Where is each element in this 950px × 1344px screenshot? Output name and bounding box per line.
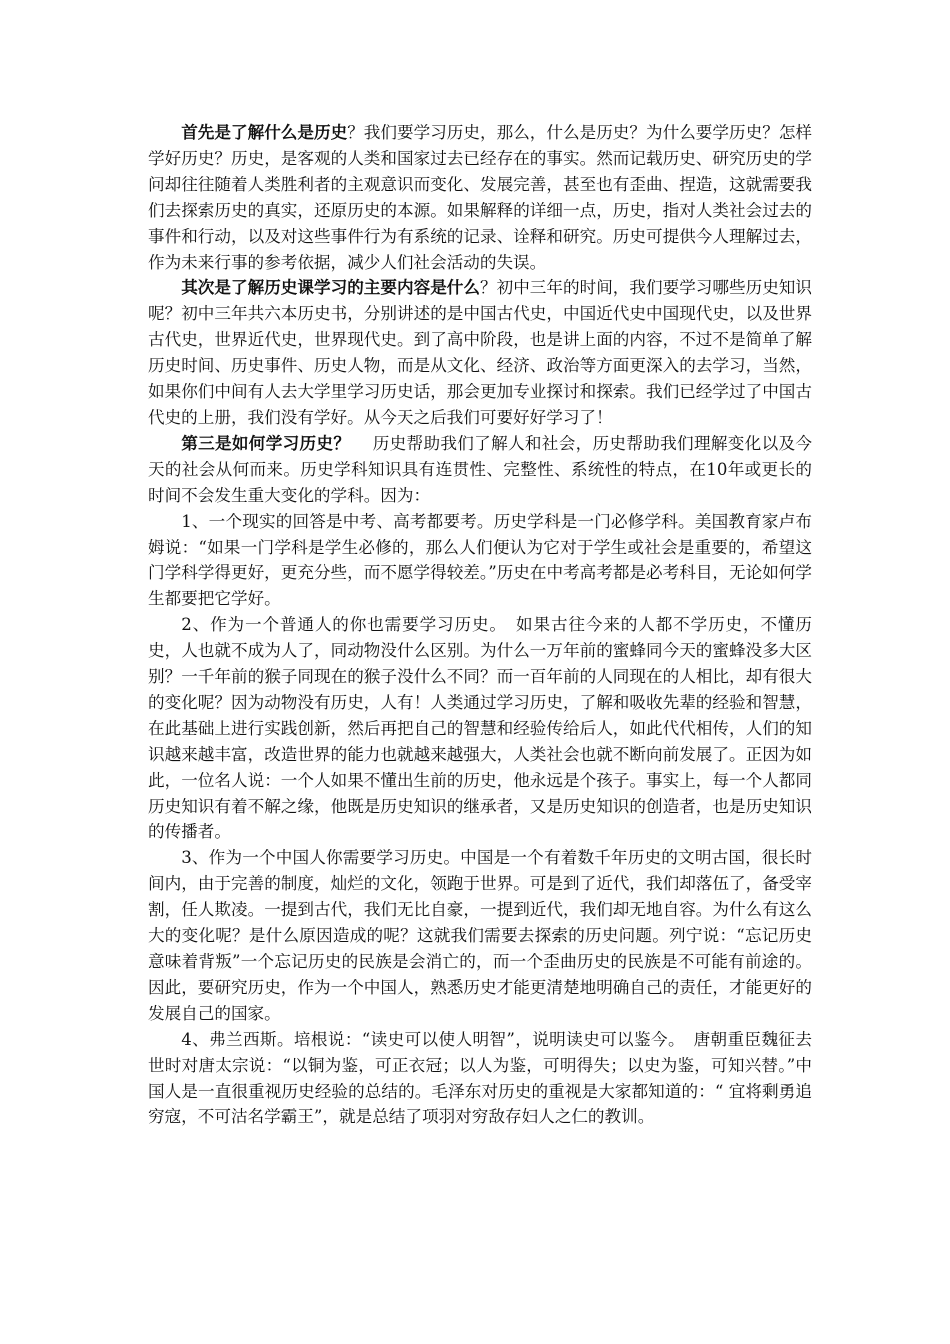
paragraph-text: 4、弗兰西斯。培根说：“读史可以使人明智”，说明读史可以鉴今。 唐朝重臣魏征去世时对唐太宗说：“以铜为鉴，可正衣冠；以人为鉴，可明得失；以史为鉴，可知兴替。”中国人是一直很重视历史经验的总结的。毛泽东对历史的重视是大家都知道的：“ 宜将剩勇追穷寇，不可沽名学霸王”，就是总结了项羽对穷敌存妇人之仁的教训。: [148, 1029, 812, 1127]
paragraph-text: ？初中三年的时间，我们要学习哪些历史知识呢？初中三年共六本历史书，分别讲述的是中国古代史，中国近代史中国现代史，以及世界古代史，世界近代史，世界现代史。到了高中阶段，也是讲上面的内容，不过不是简单了解历史时间、历史事件、历史人物，而是从文化、经济、政治等方面更深入的去学习，当然，如果你们中间有人去大学里学习历史话，那会更加专业探讨和探索。我们已经学过了中国古代史的上册，我们没有学好。从今天之后我们可要好好学习了！: [148, 278, 813, 427]
paragraph-heading: 第三是如何学习历史？: [181, 432, 351, 453]
paragraph-how-to-learn: [148, 431, 812, 509]
paragraph-text: 历史帮助我们了解人和社会，历史帮助我们理解变化以及今天的社会从何而来。历史学科知识具有连贯性、完整性、系统性的特点，在10年或更长的时间不会发生重大变化的学科。因为：: [148, 433, 812, 505]
paragraph-reason-4: [148, 1027, 812, 1131]
paragraph-text: 1、一个现实的回答是中考、高考都要考。历史学科是一门必修学科。美国教育家卢布姆说：“如果一门学科是学生必修的，那么人们便认为它对于学生或社会是重要的，希望这门学科学得更好，更充分些，而不愿学得较差。”历史在中考高考都是必考科目，无论如何学生都要把它学好。: [148, 511, 812, 609]
paragraph-heading: 其次是了解历史课学习的主要内容是什么: [181, 277, 480, 298]
paragraph-text: 3、作为一个中国人你需要学习历史。中国是一个有着数千年历史的文明古国，很长时间内，由于完善的制度，灿烂的文化，领跑于世界。可是到了近代，我们却落伍了，备受宰割，任人欺凌。一提到古代，我们无比自豪，一提到近代，我们却无地自容。为什么有这么大的变化呢？是什么原因造成的呢？这就我们需要去探索的历史问题。列宁说：“忘记历史意味着背叛”一个忘记历史的民族是会消亡的，而一个歪曲历史的民族是不可能有前途的。因此，要研究历史，作为一个中国人，熟悉历史才能更清楚地明确自己的责任，才能更好的发展自己的国家。: [148, 848, 812, 1023]
paragraph-text: ？我们要学习历史，那么，什么是历史？为什么要学历史？怎样学好历史？历史，是客观的人类和国家过去已经存在的事实。然而记载历史、研究历史的学问却往往随着人类胜利者的主观意识而变化、发展完善，甚至也有歪曲、捏造，这就需要我们去探索历史的真实，还原历史的本源。如果解释的详细一点，历史，指对人类社会过去的事件和行动，以及对这些事件行为有系统的记录、诠释和研究。历史可提供今人理解过去，作为未来行事的参考依据，减少人们社会活动的失误。: [148, 123, 813, 272]
document-page: [148, 120, 812, 1130]
paragraph-text: 2、作为一个普通人的你也需要学习历史。 如果古往今来的人都不学历史，不懂历史，人也就不成为人了，同动物没什么区别。为什么一万年前的蜜蜂同今天的蜜蜂没多大区别？一千年前的猴子同现在的猴子没什么不同？而一百年前的人同现在的人相比，却有很大的变化呢？因为动物没有历史，人有！人类通过学习历史，了解和吸收先辈的经验和智慧，在此基础上进行实践创新，然后再把自己的智慧和经验传给后人，如此代代相传，人们的知识越来越丰富，改造世界的能力也就越来越强大，人类社会也就不断向前发展了。正因为如此，一位名人说：一个人如果不懂出生前的历史，他永远是个孩子。事实上，每一个人都同历史知识有着不解之缘，他既是历史知识的继承者，又是历史知识的创造者，也是历史知识的传播者。: [148, 615, 812, 842]
paragraph-what-is-history: [148, 120, 812, 275]
paragraph-heading: 首先是了解什么是历史: [181, 122, 348, 142]
paragraph-reason-1: [148, 509, 812, 613]
paragraph-course-content: [148, 275, 812, 430]
paragraph-reason-3: [148, 845, 812, 1026]
paragraph-reason-2: [148, 612, 812, 845]
